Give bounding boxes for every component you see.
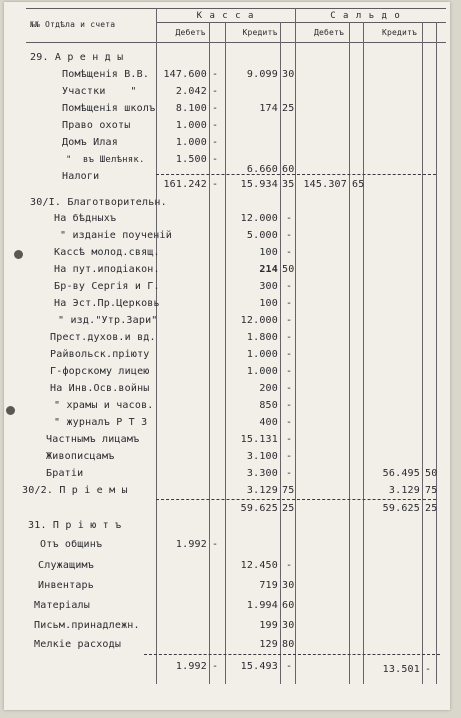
column-rule [363, 22, 364, 684]
row-label: Письм.принадлежн. [34, 620, 140, 631]
kassa-debet-kop: - [212, 154, 219, 165]
row-label: На Эст.Пр.Церковь [54, 298, 160, 309]
kassa-kredit-value: 174 [259, 103, 278, 114]
kassa-debet-total: 1.992 [175, 661, 207, 672]
header-kassa-kredit: Кредитъ [242, 28, 278, 37]
column-rule [280, 22, 281, 684]
column-rule [295, 8, 296, 684]
kassa-debet-kop: - [212, 103, 219, 114]
row-label: " храмы и часов. [54, 400, 154, 411]
kassa-kredit-value: 9.099 [246, 69, 278, 80]
header-top-rule [26, 8, 446, 9]
row-label: Мелкіе расходы [34, 639, 122, 650]
kassa-kredit-value: 1.000 [246, 349, 278, 360]
kassa-debet-value: 1.000 [175, 120, 207, 131]
kassa-kredit-value: 3.129 [246, 485, 278, 496]
row-label: " изд."Утр.Зари" [58, 315, 158, 326]
kassa-kredit-value: 1.994 [246, 600, 278, 611]
kassa-kredit-value: 400 [259, 417, 278, 428]
row-label: Налоги [62, 171, 100, 182]
row-label: Домъ Илая [62, 137, 118, 148]
column-rule [209, 22, 210, 684]
row-label: Прест.духов.и вд. [50, 332, 156, 343]
kassa-kredit-kop: - [286, 213, 293, 224]
kassa-kredit-kop: 50 [282, 264, 295, 275]
header-saldo: С а л ь д о [330, 11, 401, 21]
header-saldo-debet: Дебетъ [313, 28, 345, 37]
binder-hole [6, 406, 15, 415]
row-label: Райвольск.пріюту [50, 349, 150, 360]
row-label: Отъ общинъ [40, 539, 103, 550]
total-line [144, 654, 440, 655]
row-label: Помѣщенія школъ [62, 103, 156, 114]
row-label: Кассѣ молод.свящ. [54, 247, 160, 258]
kassa-kredit-total: 15.934 [240, 179, 278, 190]
row-label: 30/2. П р і е м ы [22, 485, 128, 496]
kassa-debet-kop: - [212, 661, 219, 672]
column-rule [349, 22, 350, 684]
kassa-debet-kop: - [212, 137, 219, 148]
total-line [156, 499, 436, 500]
header-mid-rule [156, 22, 446, 23]
row-label: На пут.иподіакон. [54, 264, 160, 275]
header-kassa: К а с с а [196, 11, 255, 21]
kassa-kredit-value: 3.300 [246, 468, 278, 479]
kassa-kredit-value: 300 [259, 281, 278, 292]
kassa-kredit-kop: - [286, 560, 293, 571]
saldo-kredit-kop: - [425, 664, 432, 675]
kassa-kredit-kop: 30 [282, 580, 295, 591]
kassa-kredit-kop: - [286, 417, 293, 428]
kassa-kredit-kop: 75 [282, 485, 295, 496]
column-rule [436, 22, 437, 684]
row-label: " изданіе поученій [60, 230, 172, 241]
row-label: На бѣдныхъ [54, 213, 117, 224]
kassa-kredit-kop: - [286, 383, 293, 394]
saldo-kredit-value: 56.495 [382, 468, 420, 479]
kassa-kredit-kop: 25 [282, 103, 295, 114]
kassa-kredit-kop: - [286, 366, 293, 377]
kassa-kredit-kop: - [286, 451, 293, 462]
row-label: Право охоты [62, 120, 131, 131]
kassa-kredit-kop: 30 [282, 620, 295, 631]
kassa-kredit-value: 100 [259, 298, 278, 309]
row-label: Частнымъ лицамъ [46, 434, 140, 445]
kassa-kredit-kop: 60 [282, 164, 295, 175]
kassa-debet-kop: - [212, 120, 219, 131]
kassa-kredit-kop: - [286, 247, 293, 258]
kassa-kredit-value: 3.100 [246, 451, 278, 462]
kassa-kredit-kop: - [286, 230, 293, 241]
row-label: " журналъ Р Т З [54, 417, 148, 428]
kassa-kredit-value: 199 [259, 620, 278, 631]
kassa-debet-kop: - [212, 86, 219, 97]
row-label: " въ Шелѣняк. [66, 155, 145, 165]
kassa-debet-kop: - [212, 539, 219, 550]
kassa-kredit-kop: 35 [282, 179, 295, 190]
saldo-kredit-total: 13.501 [382, 664, 420, 675]
saldo-kredit-kop: 25 [425, 503, 438, 514]
kassa-kredit-kop: 25 [282, 503, 295, 514]
header-account: №№ Отдѣла и счета [30, 20, 116, 29]
saldo-kredit-value: 3.129 [388, 485, 420, 496]
kassa-kredit-total: 59.625 [240, 503, 278, 514]
kassa-debet-value: 1.500 [175, 154, 207, 165]
kassa-kredit-value: 719 [259, 580, 278, 591]
kassa-kredit-value: 1.800 [246, 332, 278, 343]
kassa-kredit-value: 12.000 [240, 315, 278, 326]
kassa-kredit-kop: - [286, 332, 293, 343]
row-label: Бр-ву Сергія и Г. [54, 281, 160, 292]
row-label: Помѣщенія В.В. [62, 69, 150, 80]
row-label: На Инв.Осв.войны [50, 383, 150, 394]
row-label: Живописцамъ [46, 451, 115, 462]
row-label: 29. А р е н д ы [30, 52, 124, 63]
kassa-kredit-kop: - [286, 298, 293, 309]
column-rule [422, 22, 423, 684]
kassa-kredit-value: 12.000 [240, 213, 278, 224]
kassa-kredit-value: 100 [259, 247, 278, 258]
row-label: Г-форскому лицею [50, 366, 150, 377]
saldo-debet-kop: 65 [352, 179, 365, 190]
kassa-kredit-kop: 80 [282, 639, 295, 650]
kassa-kredit-kop: - [286, 281, 293, 292]
kassa-debet-value: 147.600 [163, 69, 207, 80]
kassa-debet-value: 8.100 [175, 103, 207, 114]
row-label: 31. П р і ю т ъ [28, 520, 122, 531]
kassa-kredit-value: 5.000 [246, 230, 278, 241]
kassa-kredit-value: 214 [259, 264, 278, 275]
kassa-kredit-total: 15.493 [240, 661, 278, 672]
row-label: 30/I. Благотворительн. [30, 197, 167, 208]
saldo-debet-value: 145.307 [303, 179, 347, 190]
kassa-kredit-value: 1.000 [246, 366, 278, 377]
kassa-kredit-kop: - [286, 434, 293, 445]
row-label: Служащимъ [38, 560, 94, 571]
kassa-debet-value: 2.042 [175, 86, 207, 97]
kassa-debet-total: 161.242 [163, 179, 207, 190]
kassa-debet-kop: - [212, 69, 219, 80]
kassa-kredit-value: 6.660 [246, 164, 278, 175]
kassa-kredit-kop: - [286, 468, 293, 479]
kassa-kredit-value: 200 [259, 383, 278, 394]
kassa-kredit-kop: - [286, 661, 293, 672]
total-line [156, 174, 436, 175]
row-label: Инвентарь [38, 580, 94, 591]
kassa-debet-value: 1.992 [175, 539, 207, 550]
header-kassa-debet: Дебетъ [175, 28, 206, 37]
kassa-kredit-kop: 30 [282, 69, 295, 80]
kassa-kredit-kop: - [286, 349, 293, 360]
binder-hole [14, 250, 23, 259]
kassa-kredit-kop: - [286, 400, 293, 411]
saldo-kredit-total: 59.625 [382, 503, 420, 514]
kassa-kredit-value: 15.131 [240, 434, 278, 445]
header-saldo-kredit: Кредитъ [381, 28, 418, 37]
kassa-kredit-kop: - [286, 315, 293, 326]
header-bottom-rule [26, 42, 446, 43]
kassa-kredit-value: 129 [259, 639, 278, 650]
kassa-kredit-value: 12.450 [240, 560, 278, 571]
kassa-debet-kop: - [212, 179, 219, 190]
row-label: Участки " [62, 86, 137, 97]
row-label: Матеріалы [34, 600, 90, 611]
kassa-kredit-value: 850 [259, 400, 278, 411]
saldo-kredit-kop: 75 [425, 485, 438, 496]
row-label: Братіи [46, 468, 84, 479]
ledger-page [4, 2, 450, 710]
kassa-kredit-kop: 60 [282, 600, 295, 611]
kassa-debet-value: 1.000 [175, 137, 207, 148]
saldo-kredit-kop: 50 [425, 468, 438, 479]
